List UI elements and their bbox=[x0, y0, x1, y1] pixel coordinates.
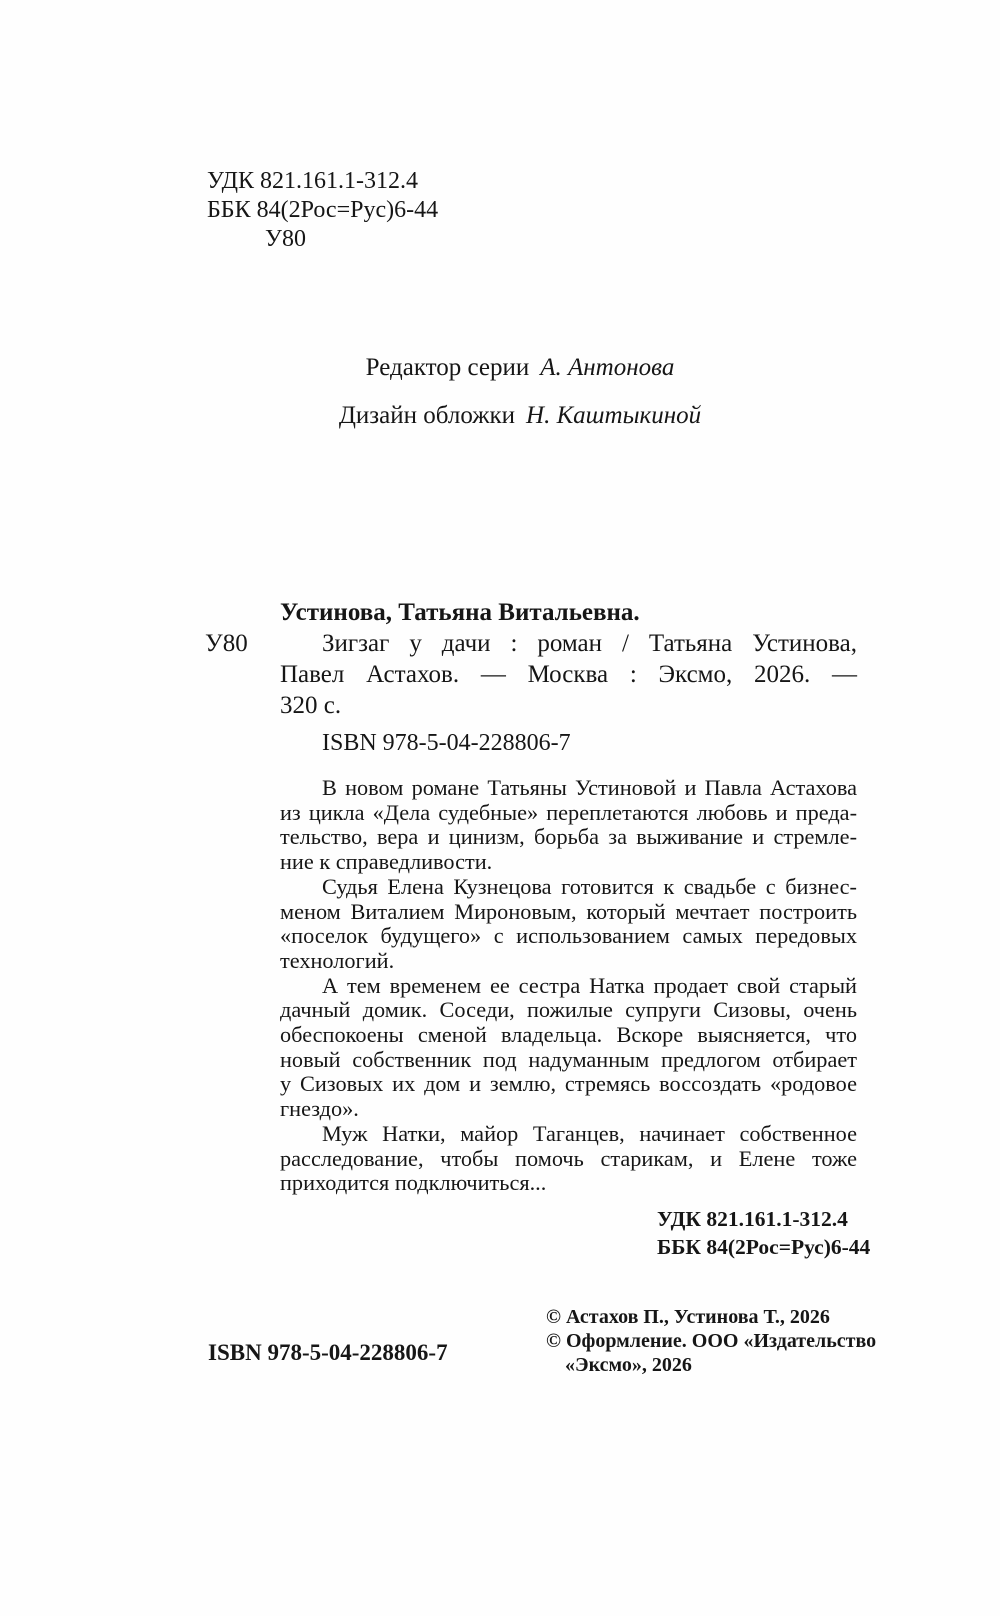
footer-isbn: ISBN 978-5-04-228806-7 bbox=[208, 1340, 448, 1365]
annotation-line: Судья Елена Кузнецова готовится к свадьбе с бизнес- bbox=[322, 873, 857, 899]
credits-block bbox=[195, 353, 845, 431]
annotation-line: новый собственник под надуманным предлогом отбирает bbox=[280, 1046, 857, 1072]
annotation-line: тельство, вера и цинизм, борьба за выживание и стремле- bbox=[280, 824, 857, 850]
catalog-description-line: Зигзаг у дачи : роман / Татьяна Устинова, bbox=[322, 630, 857, 657]
bottom-udk-code: УДК 821.161.1-312.4 bbox=[657, 1207, 848, 1231]
bottom-classification-codes bbox=[657, 1206, 870, 1261]
copyright-authors-line: © Астахов П., Устинова Т., 2026 bbox=[546, 1306, 830, 1328]
cover-designer-line bbox=[195, 401, 845, 431]
annotation-line: ние к справедливости. bbox=[280, 849, 493, 875]
annotation-block bbox=[280, 776, 857, 1196]
bbk-code: ББК 84(2Рос=Рус)6-44 bbox=[207, 197, 439, 223]
annotation-line: технологий. bbox=[280, 947, 395, 973]
cover-designer-name: Н. Каштыкиной bbox=[526, 402, 702, 429]
catalog-isbn: ISBN 978-5-04-228806-7 bbox=[322, 730, 571, 756]
annotation-line: А тем временем ее сестра Натка продает свой старый bbox=[322, 972, 857, 998]
catalog-author-heading: Устинова, Татьяна Витальевна. bbox=[280, 599, 640, 626]
annotation-line: обеспокоены сменой владельца. Вскоре выясняется, что bbox=[280, 1022, 857, 1048]
annotation-line: приходится подключиться... bbox=[280, 1170, 547, 1196]
catalog-card bbox=[205, 597, 857, 721]
annotation-line: расследование, чтобы помочь старикам, и Елене тоже bbox=[280, 1145, 857, 1171]
annotation-line: из цикла «Дела судебные» переплетаются любовь и преда- bbox=[280, 799, 857, 825]
catalog-description-line: Павел Астахов. — Москва : Эксмо, 2026. — bbox=[280, 661, 857, 688]
catalog-card-body bbox=[280, 597, 857, 721]
series-editor-line bbox=[195, 353, 845, 383]
annotation-line: меном Виталием Мироновым, который мечтает построить bbox=[280, 898, 857, 924]
copyright-design-line: © Оформление. ООО «Издательство bbox=[546, 1330, 877, 1352]
author-sign: У80 bbox=[265, 226, 306, 252]
cover-designer-label: Дизайн обложки bbox=[338, 402, 516, 429]
udk-code: УДК 821.161.1-312.4 bbox=[207, 168, 418, 194]
catalog-description-line: 320 с. bbox=[280, 692, 342, 719]
bottom-bbk-code: ББК 84(2Рос=Рус)6-44 bbox=[657, 1234, 871, 1259]
series-editor-name: А. Антонова bbox=[540, 354, 675, 381]
annotation-line: гнездо». bbox=[280, 1096, 359, 1122]
top-classification-codes bbox=[207, 167, 438, 254]
annotation-line: Муж Натки, майор Таганцев, начинает собственное bbox=[322, 1120, 857, 1146]
series-editor-label: Редактор серии bbox=[365, 354, 530, 381]
annotation-line: В новом романе Татьяны Устиновой и Павла Астахова bbox=[322, 775, 857, 800]
annotation-line: у Сизовых их дом и землю, стремясь воссоздать «родовое bbox=[280, 1071, 857, 1097]
copyright-block bbox=[546, 1305, 876, 1377]
annotation-line: дачный домик. Соседи, пожилые супруги Сизовы, очень bbox=[280, 997, 857, 1023]
copyright-design-line-continuation: «Эксмо», 2026 bbox=[565, 1354, 692, 1376]
annotation-line: «поселок будущего» с использованием самых передовых bbox=[280, 923, 857, 949]
catalog-author-sign: У80 bbox=[205, 630, 248, 657]
